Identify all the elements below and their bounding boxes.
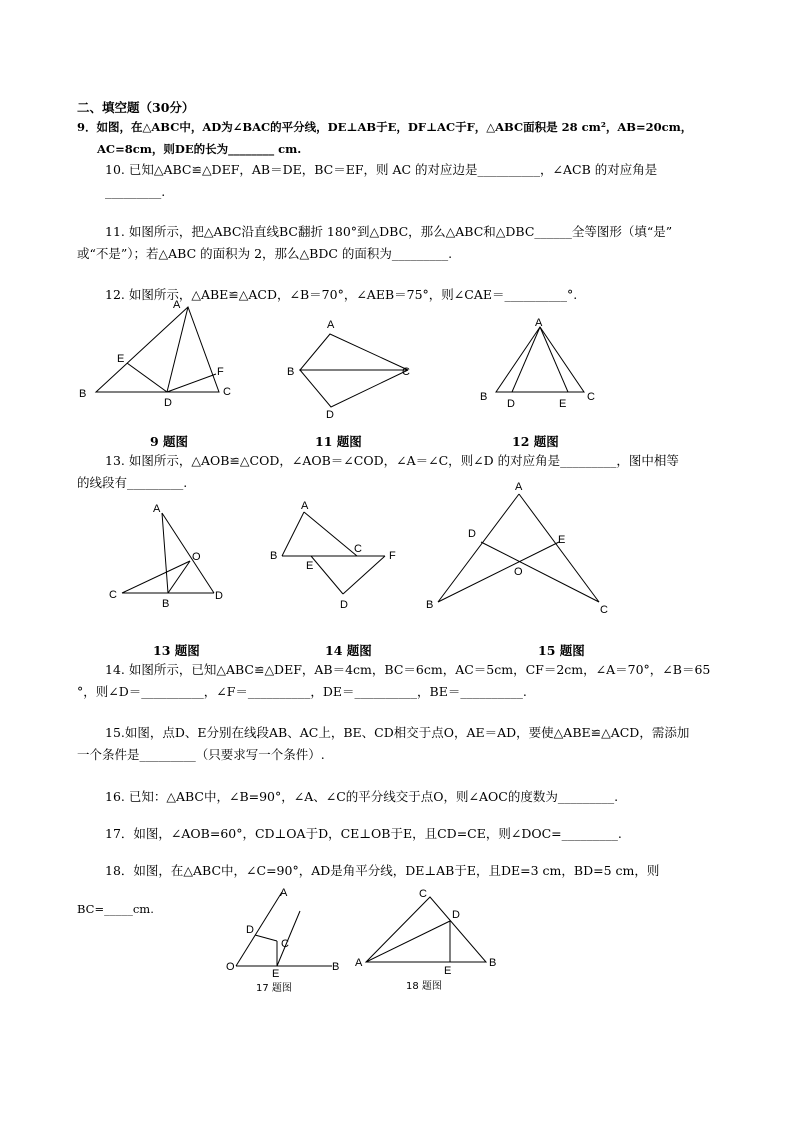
fig11-label-c: C	[402, 366, 410, 378]
figure-17	[222, 883, 347, 980]
fig18-label-d: D	[452, 909, 460, 921]
question-14-line1: 14. 如图所示，已知△ABC≌△DEF，AB＝4cm，BC＝6cm，AC＝5cm，CF＝2cm，∠A＝70°，∠B＝65	[105, 662, 711, 677]
fig18-label-a: A	[355, 957, 363, 969]
fig18-label-e: E	[444, 965, 452, 977]
fig15-label-c: C	[600, 604, 608, 616]
question-10-line2: _________.	[105, 184, 166, 199]
fig17-label-o: O	[226, 961, 235, 973]
fig14-label-c: C	[354, 543, 362, 555]
caption-figure-9: 9 题图	[150, 434, 189, 449]
fig15-label-a: A	[515, 481, 523, 493]
figure-14	[268, 496, 408, 616]
caption-figure-13: 13 题图	[153, 643, 200, 658]
figure-12	[475, 312, 605, 412]
question-18-line2: BC=_____cm.	[77, 902, 154, 916]
fig12-label-e: E	[559, 398, 567, 410]
fig12-label-a: A	[535, 317, 543, 329]
figure-9	[70, 298, 240, 413]
fig12-label-c: C	[587, 391, 595, 403]
fig9-label-d: D	[164, 397, 172, 409]
fig13-label-o: O	[192, 551, 201, 563]
question-15-line2: 一个条件是_________（只要求写一个条件）.	[77, 747, 325, 762]
caption-figure-12: 12 题图	[512, 434, 559, 449]
fig14-label-b: B	[270, 550, 278, 562]
fig18-label-c: C	[419, 888, 427, 900]
question-12-line1: 12. 如图所示，△ABE≌△ACD，∠B＝70°，∠AEB＝75°，则∠CAE＝__________°.	[105, 287, 578, 302]
fig15-label-d: D	[468, 528, 476, 540]
fig12-label-b: B	[480, 391, 488, 403]
question-13-line1: 13. 如图所示，△AOB≌△COD，∠AOB＝∠COD，∠A＝∠C，则∠D 的对应角是_________，图中相等	[105, 453, 679, 468]
caption-figure-18: 18 题图	[406, 981, 442, 992]
question-16-line1: 16. 已知：△ABC中，∠B=90°，∠A、∠C的平分线交于点O，则∠AOC的度数为_________.	[105, 789, 619, 804]
fig13-label-c: C	[109, 589, 117, 601]
fig11-label-d: D	[326, 409, 334, 421]
fig18-label-b: B	[489, 957, 497, 969]
fig13-label-b: B	[162, 598, 170, 610]
fig17-label-c: C	[281, 938, 289, 950]
question-10-line1: 10. 已知△ABC≌△DEF，AB＝DE，BC＝EF，则 AC 的对应边是__________，∠ACB 的对应角是	[105, 162, 658, 177]
fig12-label-d: D	[507, 398, 515, 410]
figure-11	[280, 315, 420, 420]
fig17-label-b: B	[332, 961, 340, 973]
fig11-label-b: B	[287, 366, 295, 378]
figure-15	[420, 478, 615, 618]
fig13-label-a: A	[153, 503, 161, 515]
question-15-line1: 15.如图，点D、E分别在线段AB、AC上，BE、CD相交于点O，AE＝AD，要使△ABE≌△ACD，需添加	[105, 725, 690, 740]
caption-figure-14: 14 题图	[325, 643, 372, 658]
question-9-line2: AC=8cm，则DE的长为________ cm.	[97, 142, 302, 156]
fig11-label-a: A	[327, 319, 335, 331]
question-17-line1: 17．如图，∠AOB=60°，CD⊥OA于D，CE⊥OB于E，且CD=CE，则∠DOC=_________.	[105, 826, 622, 841]
fig14-label-a: A	[301, 500, 309, 512]
caption-figure-11: 11 题图	[315, 434, 362, 449]
fig9-label-a: A	[173, 299, 181, 311]
fig9-label-b: B	[79, 388, 87, 400]
fig9-label-f: F	[217, 366, 224, 378]
section-title: 二、填空题（30分）	[77, 100, 195, 115]
fig15-label-b: B	[426, 599, 434, 611]
fig17-label-a: A	[280, 887, 288, 899]
fig17-label-d: D	[246, 924, 254, 936]
fig15-label-e: E	[558, 534, 566, 546]
figure-18	[350, 885, 505, 977]
fig15-label-o: O	[514, 566, 523, 578]
fig14-label-d: D	[340, 599, 348, 611]
caption-figure-15: 15 题图	[538, 643, 585, 658]
question-11-line2: 或“不是”）；若△ABC 的面积为 2，那么△BDC 的面积为_________.	[77, 246, 453, 261]
fig14-label-e: E	[306, 560, 314, 572]
fig9-label-e: E	[117, 353, 125, 365]
fig13-label-d: D	[215, 590, 223, 602]
fig9-label-c: C	[223, 386, 231, 398]
fig17-label-e: E	[272, 968, 280, 980]
figure-13	[100, 498, 235, 613]
fig14-label-f: F	[389, 550, 396, 562]
caption-figure-17: 17 题图	[256, 983, 292, 994]
question-9-line1: 9．如图，在△ABC中，AD为∠BAC的平分线，DE⊥AB于E，DF⊥AC于F，△ABC面积是 28 cm²，AB=20cm，	[77, 120, 693, 134]
question-18-line1: 18．如图，在△ABC中，∠C=90°，AD是角平分线，DE⊥AB于E，且DE=3 cm，BD=5 cm，则	[105, 863, 660, 878]
question-14-line2: °，则∠D＝__________，∠F＝__________，DE＝__________，BE＝__________.	[77, 684, 527, 699]
question-13-line2: 的线段有_________.	[77, 475, 188, 490]
question-11-line1: 11. 如图所示，把△ABC沿直线BC翻折 180°到△DBC，那么△ABC和△DBC______全等图形（填“是”	[105, 224, 673, 239]
